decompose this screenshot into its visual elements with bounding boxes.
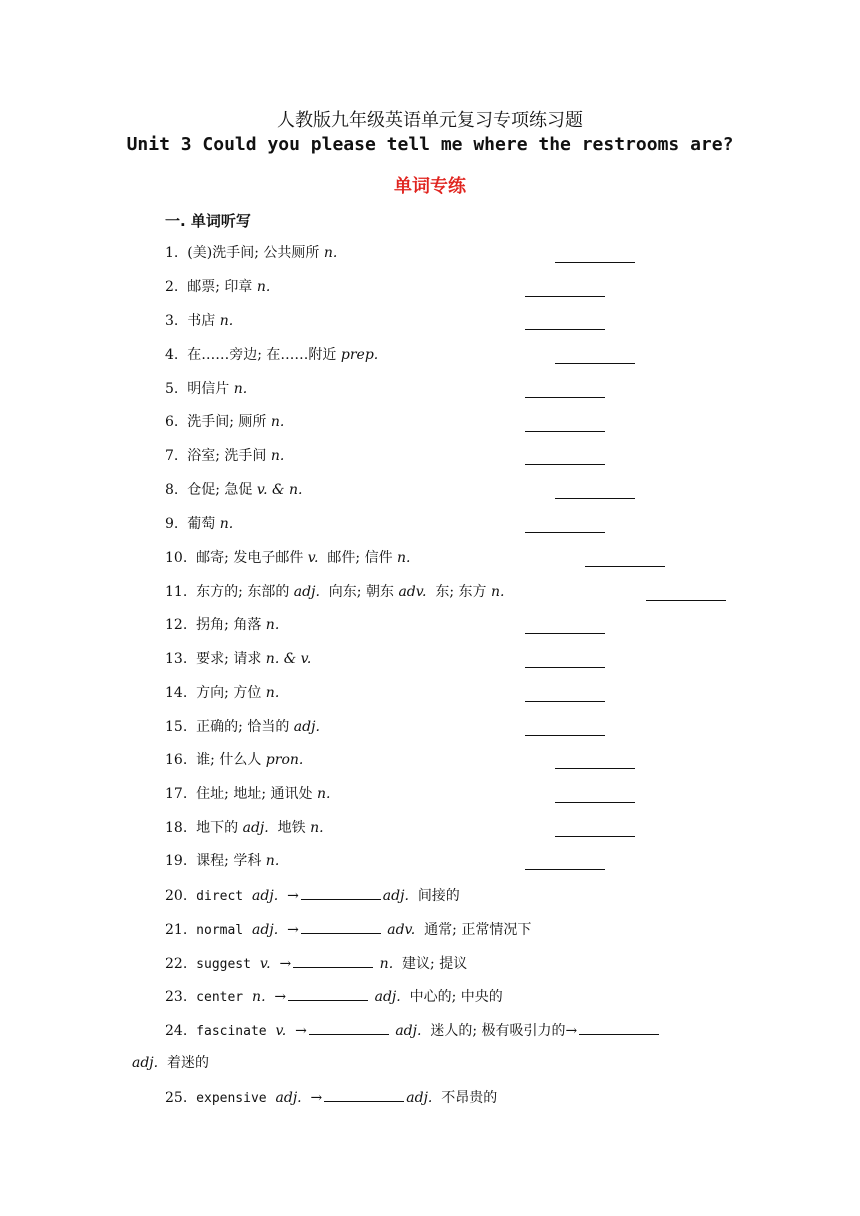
answer-blank[interactable]: [525, 667, 605, 668]
list-item: [165, 412, 284, 432]
item-number: 18.: [165, 820, 188, 836]
list-item: [165, 649, 311, 669]
answer-blank[interactable]: [525, 633, 605, 634]
list-item: [165, 851, 279, 871]
list-item: [165, 311, 233, 331]
arrow: →: [287, 922, 299, 938]
item-pos: adj.: [293, 584, 320, 600]
item-text: 邮票; 印章: [187, 279, 257, 295]
item-number: 20.: [165, 888, 188, 904]
item-text: 洗手间; 厕所: [187, 414, 271, 430]
answer-blank[interactable]: [646, 600, 726, 601]
item-text: 地铁: [268, 820, 311, 836]
item-pos: n.: [252, 989, 266, 1005]
item-text: 仓促; 急促: [187, 482, 257, 498]
item-meaning: 中心的; 中央的: [409, 989, 503, 1005]
item-pos: n.: [490, 584, 505, 600]
item-pos: n.: [270, 448, 285, 464]
answer-blank[interactable]: [301, 919, 381, 934]
item-pos: adj.: [395, 1023, 422, 1039]
list-item: [165, 784, 330, 804]
arrow: →: [274, 989, 287, 1005]
item-number: 21.: [165, 922, 188, 938]
item-pos: adv.: [398, 584, 427, 600]
list-item: [165, 277, 270, 297]
item-text: 要求; 请求: [196, 651, 266, 667]
answer-blank[interactable]: [525, 869, 605, 870]
derivation-item: [165, 919, 531, 941]
worksheet-title-en: Unit 3 Could you please tell me where the restrooms are?: [126, 134, 734, 155]
item-pos: v.: [275, 1023, 287, 1039]
answer-blank[interactable]: [579, 1020, 659, 1035]
item-pos: adj.: [242, 820, 269, 836]
item-pos: n.: [310, 820, 324, 836]
base-word: suggest: [196, 957, 251, 972]
list-item: [165, 446, 284, 466]
answer-blank[interactable]: [293, 953, 373, 968]
item-pos: n.: [256, 279, 271, 295]
arrow: →: [310, 1090, 323, 1106]
item-pos: v.: [307, 550, 319, 566]
derivation-item-continuation: [132, 1053, 209, 1073]
item-number: 12.: [165, 617, 188, 633]
item-text: 地下的: [196, 820, 243, 836]
arrow: →: [279, 956, 292, 972]
item-text: 住址; 地址; 通讯处: [196, 786, 317, 802]
item-number: 24.: [165, 1023, 188, 1039]
answer-blank[interactable]: [585, 566, 665, 567]
item-meaning: 建议; 提议: [402, 956, 468, 972]
item-number: 2.: [165, 279, 179, 295]
item-number: 3.: [165, 313, 179, 329]
item-text: 明信片: [187, 381, 234, 397]
answer-blank[interactable]: [525, 296, 605, 297]
item-number: 4.: [165, 347, 179, 363]
item-number: 14.: [165, 685, 188, 701]
item-pos: n.: [265, 853, 280, 869]
item-meaning: 迷人的; 极有吸引力的→: [430, 1023, 578, 1039]
list-item: [165, 750, 303, 770]
item-text: (美)洗手间; 公共厕所: [187, 245, 324, 261]
item-pos: n.: [219, 516, 234, 532]
item-meaning: 间接的: [417, 888, 460, 904]
answer-blank[interactable]: [309, 1020, 389, 1035]
item-pos: adj.: [132, 1055, 159, 1071]
answer-blank[interactable]: [525, 397, 605, 398]
arrow: →: [287, 888, 299, 904]
item-text: 邮寄; 发电子邮件: [196, 550, 308, 566]
list-item: [165, 683, 279, 703]
item-text: 东; 东方: [426, 584, 491, 600]
item-number: 25.: [165, 1090, 188, 1106]
item-meaning: 着迷的: [167, 1055, 210, 1071]
item-pos: v. & n.: [256, 482, 303, 498]
item-pos: adj.: [406, 1090, 433, 1106]
list-item: [165, 345, 378, 365]
item-pos: n.: [265, 617, 280, 633]
item-number: 15.: [165, 719, 188, 735]
list-item: [165, 582, 504, 602]
derivation-item: [165, 1087, 497, 1109]
answer-blank[interactable]: [555, 836, 635, 837]
item-number: 17.: [165, 786, 188, 802]
derivation-item: [165, 953, 467, 975]
item-pos: adj.: [374, 989, 401, 1005]
derivation-item: [165, 1020, 661, 1042]
list-item: [165, 379, 247, 399]
item-number: 8.: [165, 482, 179, 498]
derivation-item: [165, 986, 503, 1008]
item-number: 1.: [165, 245, 179, 261]
item-pos: pron.: [265, 752, 304, 768]
base-word: fascinate: [196, 1024, 267, 1039]
item-number: 6.: [165, 414, 179, 430]
item-number: 10.: [165, 550, 188, 566]
item-pos: n.: [316, 786, 331, 802]
list-item: [165, 480, 302, 500]
item-number: 19.: [165, 853, 188, 869]
part-heading: 一. 单词听写: [165, 212, 251, 230]
base-word: normal: [196, 923, 244, 938]
item-pos: v.: [259, 956, 271, 972]
section-title: 单词专练: [394, 176, 466, 197]
answer-blank[interactable]: [555, 498, 635, 499]
answer-blank[interactable]: [525, 464, 605, 465]
item-text: 葡萄: [187, 516, 220, 532]
list-item: [165, 717, 320, 737]
base-word: direct: [196, 889, 244, 904]
answer-blank[interactable]: [555, 363, 635, 364]
item-text: 正确的; 恰当的: [196, 719, 294, 735]
answer-blank[interactable]: [525, 735, 605, 736]
item-text: 在……旁边; 在……附近: [187, 347, 341, 363]
item-pos: adj.: [293, 719, 320, 735]
answer-blank[interactable]: [525, 431, 605, 432]
answer-blank[interactable]: [525, 532, 605, 533]
item-pos: adj.: [275, 1090, 302, 1106]
item-pos: n.: [323, 245, 338, 261]
answer-blank[interactable]: [525, 701, 605, 702]
item-text: 向东; 朝东: [319, 584, 399, 600]
answer-blank[interactable]: [555, 262, 635, 263]
item-number: 9.: [165, 516, 179, 532]
item-number: 23.: [165, 989, 188, 1005]
item-text: 东方的; 东部的: [196, 584, 294, 600]
list-item: [165, 615, 279, 635]
item-number: 13.: [165, 651, 188, 667]
base-word: expensive: [196, 1091, 267, 1106]
item-number: 5.: [165, 381, 179, 397]
item-pos: adj.: [252, 888, 279, 904]
item-pos: n.: [270, 414, 285, 430]
item-text: 谁; 什么人: [196, 752, 266, 768]
derivation-item: [165, 885, 460, 907]
answer-blank[interactable]: [301, 885, 381, 900]
item-pos: n.: [233, 381, 248, 397]
item-text: 课程; 学科: [196, 853, 266, 869]
item-pos: prep.: [340, 347, 379, 363]
answer-blank[interactable]: [288, 986, 368, 1001]
base-word: center: [196, 990, 244, 1005]
item-text: 方向; 方位: [196, 685, 266, 701]
list-item: [165, 514, 233, 534]
item-pos: adv.: [387, 922, 416, 938]
item-pos: n.: [219, 313, 234, 329]
item-text: 书店: [187, 313, 220, 329]
item-meaning: 通常; 正常情况下: [424, 922, 532, 938]
item-pos: n. & v.: [265, 651, 312, 667]
item-pos: n.: [397, 550, 411, 566]
item-number: 16.: [165, 752, 188, 768]
item-pos: adj.: [252, 922, 279, 938]
arrow: →: [295, 1023, 307, 1039]
item-number: 22.: [165, 956, 188, 972]
worksheet-title-cn: 人教版九年级英语单元复习专项练习题: [277, 110, 583, 131]
item-number: 7.: [165, 448, 179, 464]
item-text: 拐角; 角落: [196, 617, 266, 633]
item-text: 邮件; 信件: [318, 550, 398, 566]
item-pos: n.: [379, 956, 394, 972]
answer-blank[interactable]: [324, 1087, 404, 1102]
answer-blank[interactable]: [525, 329, 605, 330]
item-pos: n.: [265, 685, 280, 701]
item-text: 浴室; 洗手间: [187, 448, 271, 464]
list-item: [165, 818, 324, 838]
list-item: [165, 548, 411, 568]
list-item: [165, 243, 337, 263]
item-meaning: 不昂贵的: [441, 1090, 498, 1106]
item-number: 11.: [165, 584, 188, 600]
answer-blank[interactable]: [555, 802, 635, 803]
item-pos: adj.: [382, 888, 409, 904]
answer-blank[interactable]: [555, 768, 635, 769]
